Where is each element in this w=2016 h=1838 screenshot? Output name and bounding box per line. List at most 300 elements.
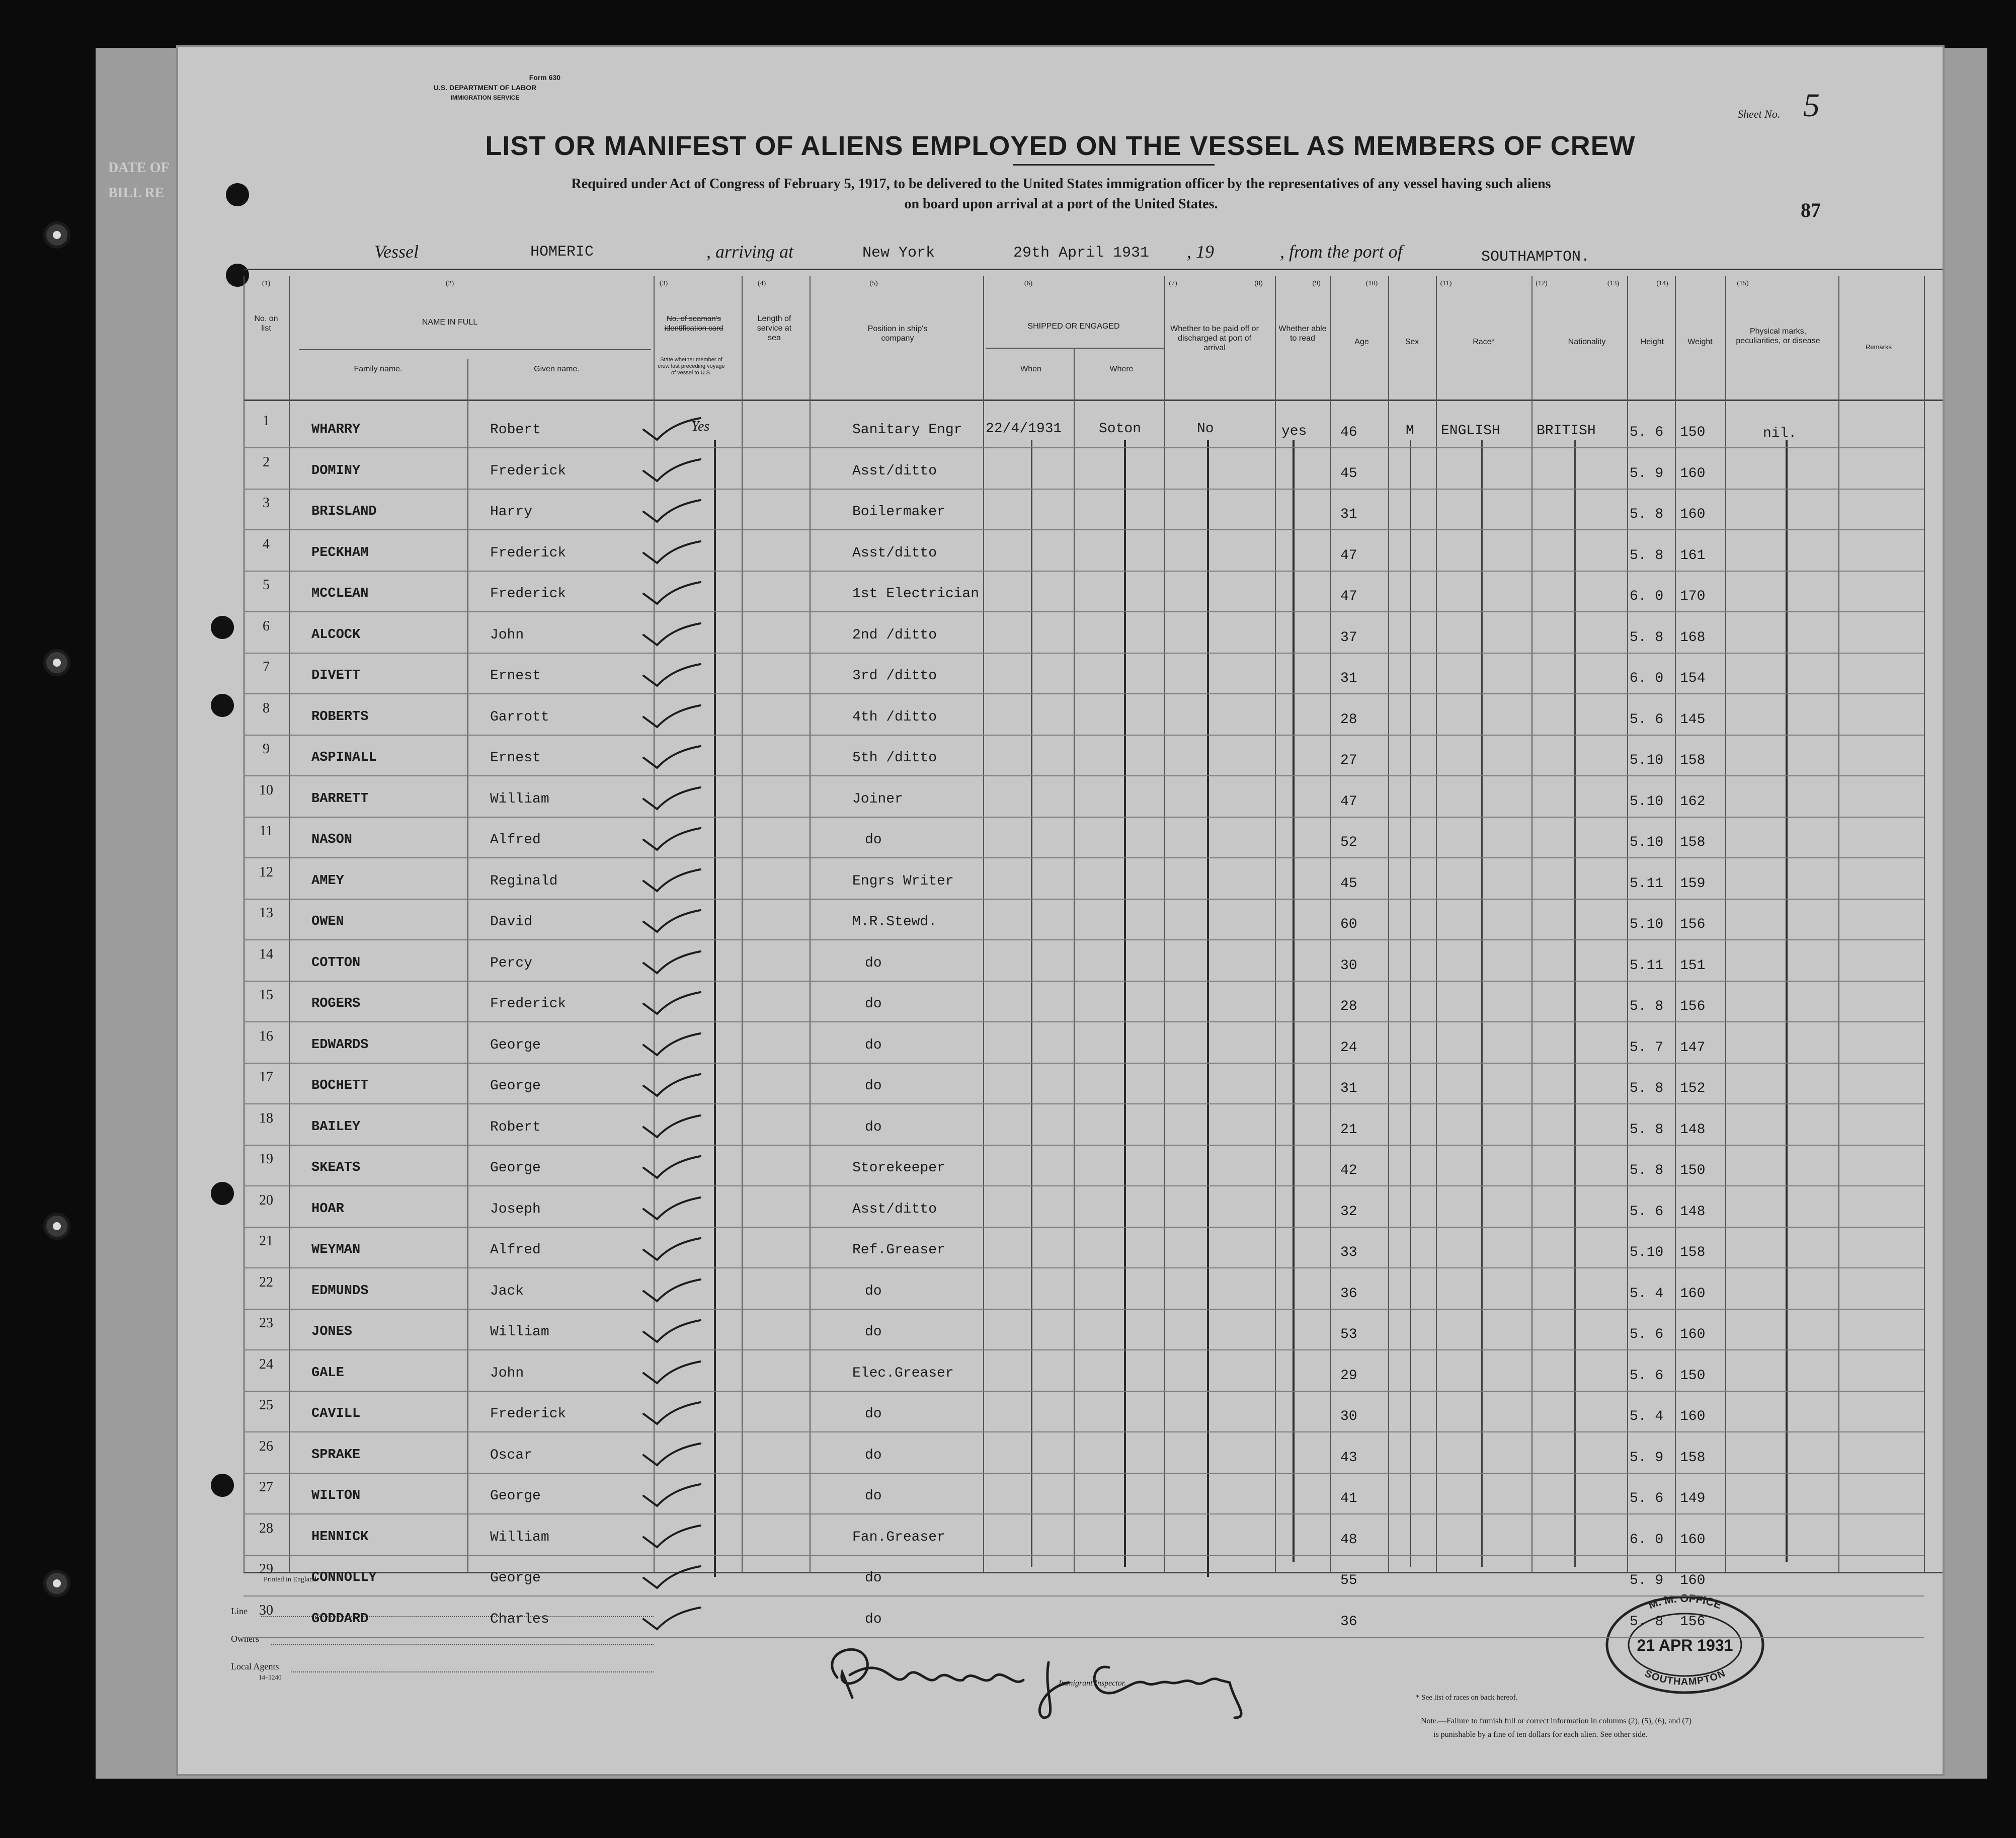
age: 43 [1340, 1450, 1357, 1466]
given-name: Frederick [490, 545, 567, 561]
owners-rule [271, 1644, 654, 1645]
position: Asst/ditto [852, 463, 937, 479]
title-underline [1013, 164, 1215, 166]
age: 21 [1340, 1122, 1357, 1138]
stamp-date: 21 APR 1931 [1637, 1636, 1733, 1654]
ditto-line-where [1124, 440, 1126, 1567]
family-name: WILTON [311, 1488, 361, 1503]
family-name: GODDARD [311, 1612, 369, 1627]
owners-label: Owners [231, 1634, 259, 1644]
voyage-rule [244, 269, 1944, 270]
check-mark-icon [641, 417, 701, 442]
row-rule [244, 1309, 1924, 1310]
row-rule [244, 1267, 1924, 1268]
row-number: 20 [259, 1192, 273, 1208]
given-name: Alfred [490, 832, 541, 848]
row-number: 27 [259, 1479, 273, 1495]
given-name: Percy [490, 955, 533, 971]
given-name: Frederick [490, 1406, 567, 1422]
row-rule [244, 1185, 1924, 1186]
row-rule [244, 939, 1924, 940]
height: 5. 8 [1630, 1122, 1664, 1138]
position: do [865, 1488, 882, 1504]
height: 5. 6 [1630, 1368, 1664, 1384]
height: 5.10 [1630, 753, 1664, 768]
age: 36 [1340, 1614, 1357, 1630]
age: 48 [1340, 1532, 1357, 1548]
row-number: 22 [259, 1274, 273, 1290]
check-mark-icon [641, 1196, 701, 1222]
row-number: 13 [259, 905, 273, 921]
age: 46 [1340, 425, 1357, 440]
position: do [865, 996, 882, 1012]
header-sex: Sex [1405, 338, 1419, 346]
check-mark-icon [641, 581, 701, 606]
row1-id-card: Yes [691, 419, 710, 434]
row-rule [244, 1103, 1924, 1104]
row-rule [244, 775, 1924, 776]
inspector-signature [807, 1632, 1310, 1723]
family-name: ALCOCK [311, 627, 361, 643]
header-id-card: No. of seaman's identification card [664, 314, 723, 333]
given-name: Frederick [490, 996, 567, 1012]
header-when: When [1020, 365, 1041, 373]
height: 5. 9 [1630, 1573, 1664, 1588]
height: 5. 6 [1630, 425, 1664, 440]
height: 5.10 [1630, 1245, 1664, 1260]
family-name: CAVILL [311, 1406, 361, 1421]
family-name: OWEN [311, 914, 344, 929]
row-rule [244, 1513, 1924, 1514]
height: 5. 8 [1630, 999, 1664, 1014]
check-mark-icon [641, 1032, 701, 1058]
age: 47 [1340, 548, 1357, 564]
stamp-top-text: M. M. OFFICE [1646, 1591, 1724, 1612]
form-subtitle [394, 174, 1728, 214]
stamp-bottom-text: SOUTHAMPTON [1643, 1667, 1727, 1688]
age: 31 [1340, 1081, 1357, 1096]
row-rule [244, 857, 1924, 858]
given-name: Ernest [490, 750, 541, 766]
family-name: BOCHETT [311, 1078, 369, 1093]
age: 32 [1340, 1204, 1357, 1220]
age: 55 [1340, 1573, 1357, 1588]
row-rule [244, 1349, 1924, 1350]
family-name: DOMINY [311, 463, 361, 478]
manifest-sheet [176, 45, 1945, 1776]
check-mark-icon [641, 909, 701, 934]
col-number: (1) [262, 280, 271, 287]
penalty-note-2: is punishable by a fine of ten dollars for each alien. See other side. [1433, 1730, 1648, 1739]
shipped-rule [986, 348, 1164, 349]
binder-ring-3 [43, 1213, 70, 1240]
check-mark-icon [641, 1278, 701, 1304]
check-mark-icon [641, 704, 701, 730]
row-number: 6 [263, 618, 270, 634]
weight: 160 [1680, 1532, 1706, 1548]
family-name: CONNOLLY [311, 1570, 377, 1585]
margin-date-label: DATE OF [108, 160, 170, 176]
height: 5. 6 [1630, 1327, 1664, 1342]
form-code: 14–1240 [259, 1673, 282, 1681]
ditto-line-id-card [714, 440, 716, 1577]
header-family-name: Family name. [354, 365, 402, 373]
row-rule [244, 1637, 1924, 1638]
row-number: 17 [259, 1069, 273, 1085]
position: do [865, 1570, 882, 1586]
check-mark-icon [641, 1607, 701, 1632]
row-number: 28 [259, 1521, 273, 1536]
row-number: 30 [259, 1603, 273, 1618]
row-number: 14 [259, 946, 273, 962]
weight: 159 [1680, 876, 1706, 892]
given-name: Frederick [490, 586, 567, 602]
row-rule [244, 489, 1924, 490]
row1-able-read: yes [1281, 424, 1307, 439]
position: 4th /ditto [852, 709, 937, 725]
header-length-service: Length of service at sea [757, 314, 792, 342]
row1-physical: nil. [1763, 426, 1797, 441]
height: 5.11 [1630, 958, 1664, 974]
line-label: Line [231, 1606, 248, 1616]
weight: 148 [1680, 1122, 1706, 1138]
check-mark-icon [641, 663, 701, 688]
age: 47 [1340, 589, 1357, 604]
position: do [865, 1078, 882, 1094]
check-mark-icon [641, 868, 701, 894]
check-mark-icon [641, 1319, 701, 1344]
col-number: (9) [1312, 280, 1321, 287]
position: do [865, 1324, 882, 1340]
height: 5. 4 [1630, 1286, 1664, 1302]
column-divider [1675, 276, 1676, 1572]
row-rule [244, 1473, 1924, 1474]
row-number: 12 [259, 864, 273, 880]
check-mark-icon [641, 786, 701, 812]
col-number: (14) [1656, 280, 1668, 287]
row-number: 26 [259, 1439, 273, 1454]
row1-paid-off: No [1197, 421, 1214, 437]
row-number: 23 [259, 1315, 273, 1331]
weight: 148 [1680, 1204, 1706, 1220]
age: 28 [1340, 712, 1357, 728]
height: 5. 8 [1630, 548, 1664, 564]
age: 24 [1340, 1040, 1357, 1056]
punch-hole [211, 616, 234, 639]
row-number: 29 [259, 1561, 273, 1577]
column-divider [810, 276, 811, 1572]
given-name: Alfred [490, 1242, 541, 1258]
weight: 160 [1680, 466, 1706, 482]
row1-where: Soton [1099, 421, 1142, 437]
punch-hole [211, 694, 234, 717]
header-able-read: Whether able to read [1278, 325, 1327, 343]
row-rule [244, 1595, 1924, 1596]
header-where: Where [1109, 365, 1134, 373]
header-weight: Weight [1687, 338, 1713, 346]
printed-in-note: Printed in England. [264, 1576, 318, 1583]
age: 33 [1340, 1245, 1357, 1260]
row-number: 10 [259, 782, 273, 798]
height: 6. 0 [1630, 1532, 1664, 1548]
position: do [865, 1448, 882, 1463]
family-name: EDWARDS [311, 1037, 369, 1053]
age: 45 [1340, 876, 1357, 892]
given-name: Robert [490, 422, 541, 438]
row-number: 7 [263, 659, 270, 675]
agents-rule [291, 1671, 654, 1672]
row1-race: ENGLISH [1441, 423, 1500, 439]
height: 5. 8 [1630, 1081, 1664, 1096]
header-position: Position in ship's company [867, 325, 928, 343]
column-divider [742, 276, 743, 1572]
weight: 151 [1680, 958, 1706, 974]
weight: 160 [1680, 507, 1706, 522]
column-divider [983, 276, 984, 1572]
family-name: GALE [311, 1366, 344, 1381]
position: Ref.Greaser [852, 1242, 945, 1258]
height: 5. 6 [1630, 712, 1664, 728]
subtitle-line-1: Required under Act of Congress of February 5, 1917, to be delivered to the United States immigration officer by the representatives of any vessel having such aliens [571, 176, 1551, 192]
weight: 158 [1680, 753, 1706, 768]
col-number: (12) [1536, 280, 1548, 287]
header-no-on-list: No. on list [254, 314, 278, 333]
given-name: John [490, 627, 524, 643]
margin-bill-label: BILL RE [108, 185, 165, 201]
family-name: WHARRY [311, 422, 361, 437]
family-name: SKEATS [311, 1160, 361, 1175]
row-rule [244, 1391, 1924, 1392]
check-mark-icon [641, 745, 701, 770]
weight: 168 [1680, 630, 1706, 646]
check-mark-icon [641, 540, 701, 566]
check-mark-icon [641, 1073, 701, 1098]
row-number: 2 [263, 454, 270, 470]
ditto-line-physical [1786, 440, 1788, 1562]
check-mark-icon [641, 1401, 701, 1426]
weight: 170 [1680, 589, 1706, 604]
weight: 150 [1680, 1163, 1706, 1178]
family-name: JONES [311, 1324, 353, 1339]
punch-hole [211, 1182, 234, 1205]
row-number: 1 [263, 413, 270, 429]
arriving-port: New York [862, 245, 935, 262]
weight: 162 [1680, 794, 1706, 810]
row-rule [244, 1555, 1924, 1556]
family-name: BRISLAND [311, 504, 377, 519]
header-height: Height [1640, 338, 1664, 346]
binder-ring-2 [43, 649, 70, 676]
header-nationality: Nationality [1568, 338, 1606, 346]
header-id-card-note: State whether member of crew last preceding voyage of vessel to U.S. [658, 357, 725, 376]
height: 6. 0 [1630, 589, 1664, 604]
arrival-date: 29th April 1931 [1013, 245, 1150, 262]
row-number: 15 [259, 987, 273, 1003]
column-divider [244, 276, 245, 1572]
row-number: 21 [259, 1233, 273, 1249]
binder-ring-1 [43, 221, 70, 249]
check-mark-icon [641, 827, 701, 852]
family-name: COTTON [311, 955, 361, 971]
family-name: BAILEY [311, 1120, 361, 1135]
age: 60 [1340, 917, 1357, 932]
sheet-number: 5 [1803, 87, 1820, 124]
ditto-line-sex [1410, 440, 1411, 1567]
position: M.R.Stewd. [852, 914, 937, 930]
height: 5. 9 [1630, 1450, 1664, 1466]
svg-text:M. M. OFFICE [1647, 1592, 1724, 1612]
column-divider [1725, 276, 1726, 1572]
row-number: 18 [259, 1110, 273, 1126]
header-paid-off: Whether to be paid off or discharged at port of arrival [1170, 325, 1259, 352]
check-mark-icon [641, 622, 701, 648]
row-number: 19 [259, 1151, 273, 1167]
height: 5.11 [1630, 876, 1664, 892]
position: Sanitary Engr [852, 422, 962, 438]
row-number: 5 [263, 577, 270, 593]
punch-hole [211, 1474, 234, 1497]
given-name: George [490, 1488, 541, 1504]
height: 5.10 [1630, 835, 1664, 850]
row-number: 24 [259, 1356, 273, 1372]
age: 31 [1340, 507, 1357, 522]
header-physical: Physical marks, peculiarities, or disease [1736, 327, 1820, 345]
arriving-label: , arriving at [706, 242, 794, 262]
row-rule [244, 529, 1924, 530]
col-number: (2) [445, 280, 454, 287]
department-name: U.S. DEPARTMENT OF LABOR [433, 84, 537, 92]
height: 5. 9 [1630, 466, 1664, 482]
column-divider [1275, 276, 1276, 1572]
position: 3rd /ditto [852, 668, 937, 684]
family-name: MCCLEAN [311, 586, 369, 601]
col-number: (8) [1254, 280, 1263, 287]
binder-ring-4 [43, 1570, 70, 1597]
given-name: John [490, 1366, 524, 1381]
position: Joiner [852, 791, 903, 807]
row-number: 4 [263, 536, 270, 552]
col-number: (13) [1607, 280, 1620, 287]
inspector-caption: Immigrant Inspector. [1059, 1679, 1126, 1688]
check-mark-icon [641, 1361, 701, 1386]
given-name: Jack [490, 1284, 524, 1299]
form-number: Form 630 [529, 73, 560, 82]
given-name: Oscar [490, 1448, 533, 1463]
row-rule [244, 981, 1924, 982]
column-divider [1436, 276, 1437, 1572]
given-name: William [490, 1324, 549, 1340]
column-divider [1531, 276, 1533, 1572]
races-note: * See list of races on back hereof. [1416, 1694, 1518, 1702]
col-number: (6) [1024, 280, 1033, 287]
check-mark-icon [641, 1114, 701, 1140]
given-name: Harry [490, 504, 533, 520]
service-name: IMMIGRATION SERVICE [450, 94, 520, 101]
family-name: EDMUNDS [311, 1284, 369, 1299]
row-rule [244, 817, 1924, 818]
row-rule [244, 1063, 1924, 1064]
col-number: (7) [1169, 280, 1177, 287]
check-mark-icon [641, 991, 701, 1016]
family-name: ASPINALL [311, 750, 377, 765]
row-rule [244, 571, 1924, 572]
weight: 158 [1680, 1450, 1706, 1466]
position: 5th /ditto [852, 750, 937, 766]
row-rule [244, 1145, 1924, 1146]
height: 5. 6 [1630, 1491, 1664, 1506]
row1-nationality: BRITISH [1537, 423, 1596, 439]
row-rule [244, 1227, 1924, 1228]
col-number: (15) [1737, 280, 1749, 287]
height: 5. 8 [1630, 1163, 1664, 1178]
check-mark-icon [641, 1155, 701, 1180]
weight: 152 [1680, 1081, 1706, 1096]
column-divider [1627, 276, 1628, 1572]
position: Boilermaker [852, 504, 945, 520]
position: do [865, 1406, 882, 1422]
height: 5. 7 [1630, 1040, 1664, 1056]
header-bottom-rule [244, 399, 1944, 401]
age: 42 [1340, 1163, 1357, 1178]
given-name: George [490, 1160, 541, 1176]
family-name: BARRETT [311, 791, 369, 807]
position: do [865, 1612, 882, 1627]
weight: 156 [1680, 999, 1706, 1014]
weight: 156 [1680, 1614, 1706, 1630]
weight: 156 [1680, 917, 1706, 932]
family-name: AMEY [311, 873, 344, 889]
check-mark-icon [641, 1565, 701, 1590]
column-divider [289, 276, 290, 1572]
name-rule [299, 349, 651, 350]
row-rule [244, 653, 1924, 654]
given-name: William [490, 1530, 549, 1545]
given-name: Garrott [490, 709, 549, 725]
position: Fan.Greaser [852, 1530, 945, 1545]
subtitle-line-2: on board upon arrival at a port of the United States. [904, 196, 1218, 212]
given-name: William [490, 791, 549, 807]
check-mark-icon [641, 950, 701, 976]
weight: 160 [1680, 1327, 1706, 1342]
vessel-label: Vessel [374, 242, 419, 262]
row-rule [244, 447, 1924, 448]
from-port: SOUTHAMPTON. [1481, 249, 1590, 266]
header-remarks: Remarks [1865, 343, 1892, 351]
age: 37 [1340, 630, 1357, 646]
check-mark-icon [641, 1237, 701, 1262]
row1-sex: M [1406, 423, 1414, 439]
column-divider [1164, 276, 1165, 1572]
family-name: ROGERS [311, 996, 361, 1011]
row-rule [244, 899, 1924, 900]
given-name: Ernest [490, 668, 541, 684]
age: 36 [1340, 1286, 1357, 1302]
position: 1st Electrician [852, 586, 980, 602]
given-name: George [490, 1570, 541, 1586]
col-number: (10) [1365, 280, 1378, 287]
weight: 147 [1680, 1040, 1706, 1056]
height: 5. 6 [1630, 1204, 1664, 1220]
given-name: Frederick [490, 463, 567, 479]
year-label: , 19 [1187, 242, 1214, 262]
height: 5.10 [1630, 917, 1664, 932]
age: 52 [1340, 835, 1357, 850]
ditto-line-when [1031, 440, 1032, 1567]
from-port-label: , from the port of [1280, 242, 1403, 262]
column-divider [1388, 276, 1389, 1572]
weight: 160 [1680, 1573, 1706, 1588]
weight: 150 [1680, 1368, 1706, 1384]
